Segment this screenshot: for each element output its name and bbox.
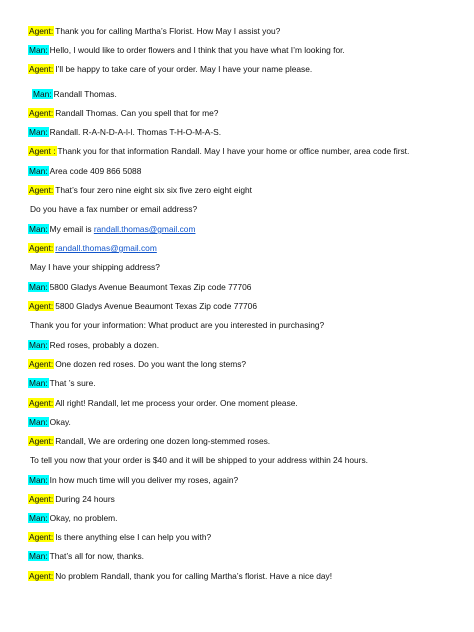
dialogue-line — [28, 398, 468, 409]
speaker-label-man: Man: — [33, 89, 52, 99]
dialogue-text: Randall, We are ordering one dozen long-stemmed roses. — [55, 436, 271, 446]
speaker-label-agent: Agent: — [29, 359, 54, 369]
dialogue-text: Is there anything else I can help you with? — [55, 532, 212, 542]
dialogue-line — [28, 224, 468, 235]
speaker-label-agent: Agent: — [29, 494, 54, 504]
dialogue-text: Randall Thomas. Can you spell that for me? — [55, 108, 219, 118]
dialogue-line — [28, 204, 468, 215]
dialogue-line — [28, 185, 468, 196]
dialogue-line — [28, 26, 468, 37]
dialogue-text: Hello, I would like to order flowers and I think that you have what I’m looking for. — [49, 45, 345, 55]
speaker-label-man: Man: — [29, 282, 48, 292]
dialogue-text: All right! Randall, let me process your order. One moment please. — [55, 398, 298, 408]
speaker-label-man: Man: — [29, 224, 48, 234]
dialogue-line — [28, 45, 468, 56]
speaker-label-man: Man: — [29, 127, 48, 137]
dialogue-text: That ’s sure. — [49, 378, 96, 388]
dialogue-text: Thank you for that information Randall. May I have your home or office number, area code first. — [57, 146, 410, 156]
dialogue-line — [28, 243, 468, 254]
dialogue-line — [28, 417, 468, 428]
dialogue-text: To tell you now that your order is $40 and it will be shipped to your address within 24 hours. — [30, 455, 368, 465]
dialogue-line — [28, 146, 468, 157]
dialogue-text: Okay. — [49, 417, 71, 427]
dialogue-text: I’ll be happy to take care of your order. May I have your name please. — [55, 64, 313, 74]
speaker-label-man: Man: — [29, 551, 48, 561]
dialogue-text: Thank you for calling Martha’s Florist. How May I assist you? — [55, 26, 281, 36]
dialogue-text: May I have your shipping address? — [30, 262, 160, 272]
dialogue-text: Thank you for your information: What product are you interested in purchasing? — [30, 320, 325, 330]
speaker-label-man: Man: — [29, 166, 48, 176]
dialogue-line — [28, 513, 468, 524]
dialogue-line — [28, 436, 468, 447]
dialogue-line — [28, 378, 468, 389]
speaker-label-agent: Agent: — [29, 243, 54, 253]
dialogue-line — [28, 551, 468, 562]
dialogue-line — [28, 475, 468, 486]
dialogue-line — [28, 89, 468, 100]
dialogue-text: No problem Randall, thank you for calling Martha’s florist. Have a nice day! — [55, 571, 333, 581]
dialogue-text: 5800 Gladys Avenue Beaumont Texas Zip code 77706 — [55, 301, 257, 311]
email-link[interactable]: randall.thomas@gmail.com — [93, 224, 196, 234]
dialogue-line — [28, 455, 468, 466]
dialogue-text: Do you have a fax number or email address? — [30, 204, 198, 214]
speaker-label-agent: Agent: — [29, 571, 54, 581]
dialogue-line — [28, 532, 468, 543]
dialogue-line — [28, 359, 468, 370]
dialogue-text: Red roses, probably a dozen. — [49, 340, 160, 350]
speaker-label-man: Man: — [29, 513, 48, 523]
speaker-label-agent: Agent: — [29, 532, 54, 542]
dialogue-line — [28, 127, 468, 138]
dialogue-text: One dozen red roses. Do you want the long stems? — [55, 359, 247, 369]
dialogue-text: That’s all for now, thanks. — [49, 551, 144, 561]
email-link[interactable]: randall.thomas@gmail.com — [55, 243, 157, 253]
speaker-label-agent: Agent: — [29, 185, 54, 195]
speaker-label-agent: Agent: — [29, 26, 54, 36]
speaker-label-man: Man: — [29, 340, 48, 350]
dialogue-text: Randall. R-A-N-D-A-l-l. Thomas T-H-O-M-A-S. — [49, 127, 222, 137]
dialogue-line — [28, 340, 468, 351]
speaker-label-man: Man: — [29, 417, 48, 427]
dialogue-line — [28, 166, 468, 177]
dialogue-line — [28, 320, 468, 331]
speaker-label-man: Man: — [29, 45, 48, 55]
dialogue-line — [28, 262, 468, 273]
speaker-label-agent: Agent: — [29, 64, 54, 74]
speaker-label-agent: Agent: — [29, 398, 54, 408]
dialogue-text: Randall Thomas. — [53, 89, 117, 99]
dialogue-line — [28, 571, 468, 582]
speaker-label-agent: Agent: — [29, 108, 54, 118]
speaker-label-man: Man: — [29, 378, 48, 388]
dialogue-line — [28, 282, 468, 293]
speaker-label-agent: Agent: — [29, 301, 54, 311]
dialogue-text: My email is — [49, 224, 94, 234]
speaker-label-agent: Agent: — [29, 436, 54, 446]
dialogue-text: During 24 hours — [55, 494, 115, 504]
dialogue-line — [28, 108, 468, 119]
dialogue-text: 5800 Gladys Avenue Beaumont Texas Zip code 77706 — [49, 282, 252, 292]
dialogue-line — [28, 494, 468, 505]
speaker-label-agent: Agent : — [29, 146, 56, 156]
dialogue-line — [28, 301, 468, 312]
speaker-label-man: Man: — [29, 475, 48, 485]
dialogue-text: In how much time will you deliver my roses, again? — [49, 475, 239, 485]
dialogue-text: Okay, no problem. — [49, 513, 118, 523]
dialogue-text: Area code 409 866 5088 — [49, 166, 142, 176]
dialogue-line — [28, 64, 468, 75]
dialogue-text: That’s four zero nine eight six six five zero eight eight — [55, 185, 252, 195]
